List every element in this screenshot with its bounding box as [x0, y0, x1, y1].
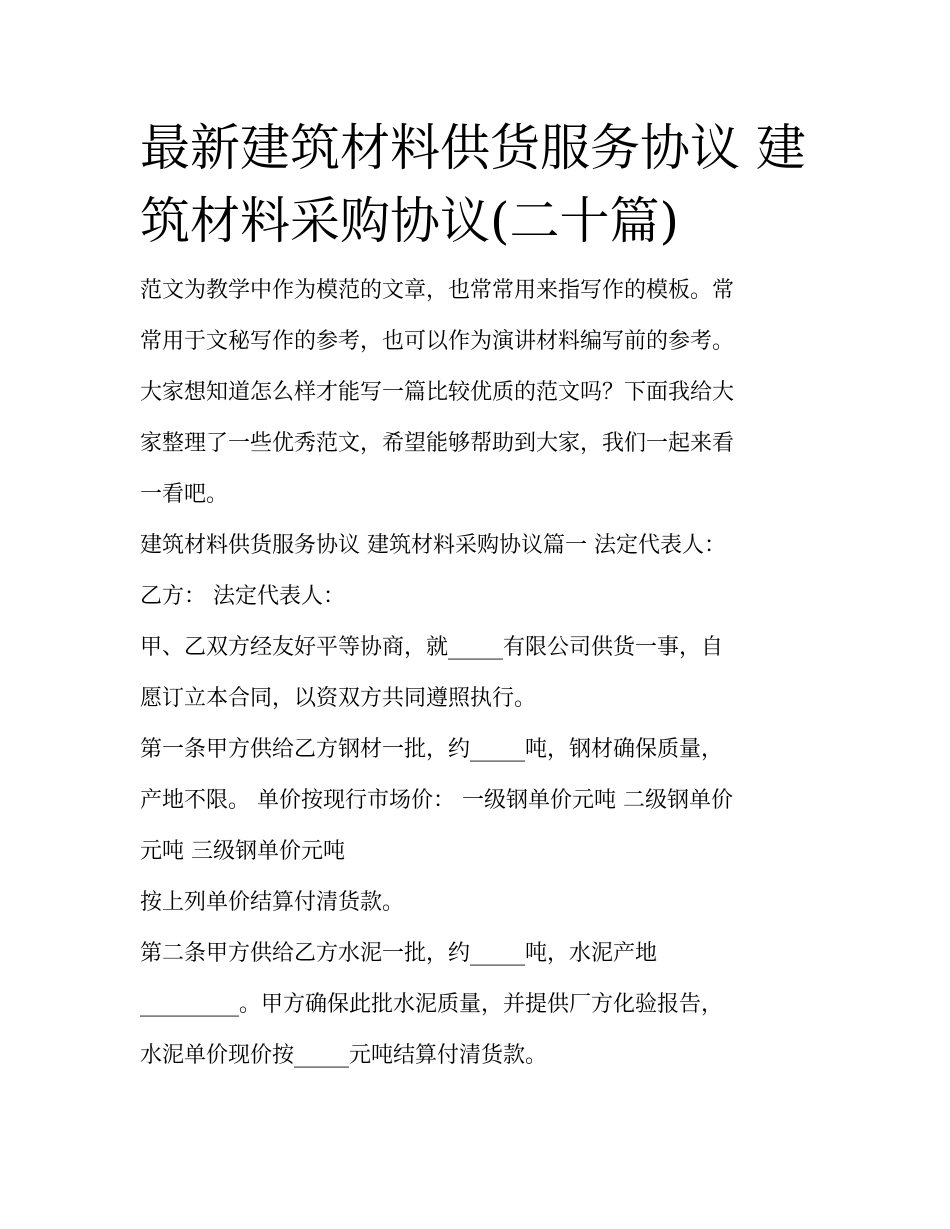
body-line-11: 产地不限。 单价按现行市场价： 一级钢单价元吨 二级钢单价 [140, 788, 733, 813]
document-title [140, 112, 820, 258]
body-line-3: 大家想知道怎么样才能写一篇比较优质的范文吗？下面我给大 [140, 380, 735, 405]
body-line-16: 水泥单价现价按_____元吨结算付清货款。 [140, 1043, 548, 1068]
body-line-8: 甲、乙双方经友好平等协商，就_____有限公司供货一事，自 [140, 635, 724, 660]
body-line-13: 按上列单价结算付清货款。 [140, 890, 405, 915]
body-line-12: 元吨 三级钢单价元吨 [140, 839, 345, 864]
body-line-1: 范文为教学中作为模范的文章，也常常用来指写作的模板。常 [140, 278, 735, 303]
body-line-9: 愿订立本合同，以资双方共同遵照执行。 [140, 686, 537, 711]
body-line-2: 常用于文秘写作的参考，也可以作为演讲材料编写前的参考。 [140, 329, 735, 354]
body-line-4: 家整理了一些优秀范文，希望能够帮助到大家，我们一起来看 [140, 431, 735, 456]
body-line-6: 建筑材料供货服务协议 建筑材料采购协议篇一 法定代表人： [140, 533, 726, 558]
body-line-7: 乙方： 法定代表人： [140, 584, 345, 609]
body-line-15: _________。甲方确保此批水泥质量，并提供厂方化验报告， [140, 992, 724, 1017]
body-line-14: 第二条甲方供给乙方水泥一批，约_____吨，水泥产地 [140, 941, 658, 966]
title-line-2: 筑材料采购协议(二十篇) [140, 192, 680, 250]
body-line-5: 一看吧。 [140, 482, 229, 507]
body-line-10: 第一条甲方供给乙方钢材一批，约_____吨，钢材确保质量， [140, 737, 724, 762]
title-line-1: 最新建筑材料供货服务协议 建 [140, 119, 806, 177]
